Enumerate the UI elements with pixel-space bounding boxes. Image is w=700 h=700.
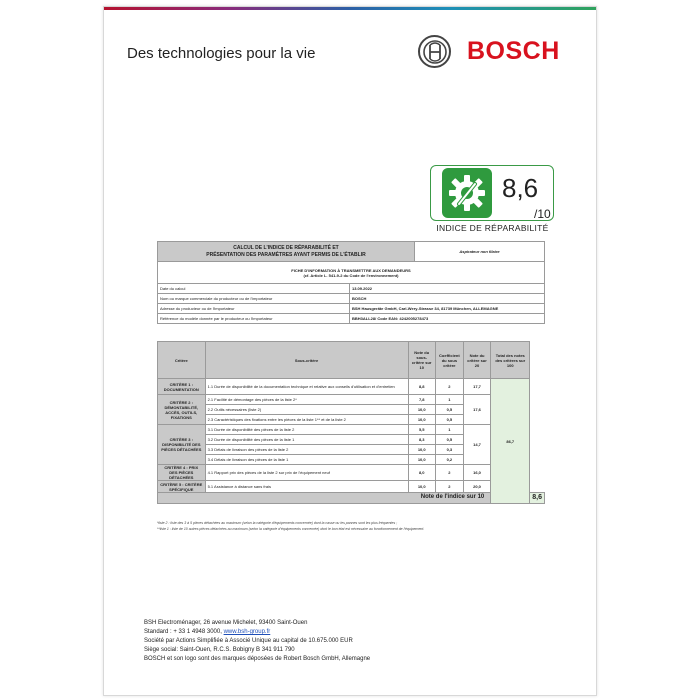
footer-registered-office: Siège social: Saint-Ouen, R.C.S. Bobigny B 341 911 790 (144, 647, 295, 653)
footnotes (157, 521, 557, 532)
subcriteria-coef: 1 (435, 395, 463, 405)
col-score: Note du sous-critère sur 10 (408, 342, 435, 379)
criteria-score: 17,6 (463, 395, 490, 425)
footer-address: BSH Electroménager, 26 avenue Michelet, 93400 Saint-Ouen (144, 620, 308, 626)
criteria-label: CRITÈRE 3 : DISPONIBILITÉ DES PIÈCES DÉTACHÉES (158, 425, 206, 465)
subcriteria-score: 7,8 (408, 395, 435, 405)
info-key: Adresse du producteur ou de l'importateur (158, 304, 350, 314)
gear-wrench-icon (442, 168, 492, 218)
criteria-score: 14,7 (463, 425, 490, 465)
info-key: Nom ou marque commerciale du producteur ou de l'importateur (158, 294, 350, 304)
subcriteria-coef: 2 (435, 481, 463, 493)
subcriteria-coef: 0,5 (435, 405, 463, 415)
table-row (158, 481, 545, 493)
col-total: Total des notes des critères sur 100 (491, 342, 530, 379)
info-table-title: CALCUL DE L'INDICE DE RÉPARABILITÉ ET PRÉSENTATION DES PARAMÈTRES AYANT PERMIS DE L'ÉTABLIR (158, 242, 415, 262)
subcriteria-label: 2.3 Caractéristiques des fixations entre les pièces de la liste 1** et de la liste 2 (205, 415, 408, 425)
criteria-score: 20,0 (463, 481, 490, 493)
subcriteria-coef: 0,5 (435, 415, 463, 425)
table-row (158, 379, 545, 395)
info-table (157, 241, 545, 324)
col-criteria-score: Note du critère sur 20 (463, 342, 490, 379)
subcriteria-label: 4.1 Rapport prix des pièces de la liste 2 sur prix de l'équipement neuf (205, 465, 408, 481)
bosch-logo (418, 35, 560, 68)
subcriteria-score: 10,0 (408, 405, 435, 415)
criteria-label: CRITÈRE 1 : DOCUMENTATION (158, 379, 206, 395)
criteria-table (157, 341, 545, 504)
total-score: 86,7 (491, 379, 530, 504)
product-type: Aspirateur non filaire (415, 242, 545, 262)
company-footer (144, 619, 370, 664)
criteria-score: 17,7 (463, 379, 490, 395)
subcriteria-score: 10,0 (408, 415, 435, 425)
table-row (158, 284, 545, 294)
col-subcriteria: Sous-critère (205, 342, 408, 379)
subcriteria-label: 2.1 Facilité de démontage des pièces de la liste 2* (205, 395, 408, 405)
subcriteria-coef: 2 (435, 379, 463, 395)
bosch-armature-icon (418, 35, 451, 68)
footer-phone: Standard : + 33 1 4948 3000, (144, 629, 222, 635)
footer-trademark: BOSCH et son logo sont des marques déposées de Robert Bosch GmbH, Allemagne (144, 656, 371, 662)
brand-name: BOSCH (467, 37, 560, 65)
subcriteria-label: 3.3 Délais de livraison des pièces de la liste 2 (205, 445, 408, 455)
subcriteria-score: 8,8 (408, 379, 435, 395)
subcriteria-score: 8,3 (408, 435, 435, 445)
info-table-subtitle: FICHE D'INFORMATION À TRANSMETTRE AUX DEMANDEURS (cf. Article L. 541-9-2 du Code de l'environnement) (158, 262, 545, 284)
badge-score: 8,6 (502, 173, 539, 203)
col-criteria: Critère (158, 342, 206, 379)
criteria-label: CRITÈRE 4 : PRIX DES PIÈCES DÉTACHÉES (158, 465, 206, 481)
subcriteria-score: 10,0 (408, 481, 435, 493)
criteria-label: CRITÈRE 2 : DÉMONTABILITÉ, ACCÈS, OUTILS, FIXATIONS (158, 395, 206, 425)
info-value: BBH3ALL28/ Code EAN: 4242005278473 (350, 314, 545, 324)
footer-website-link[interactable]: www.bsh-group.fr (223, 629, 271, 635)
subcriteria-score: 5,5 (408, 425, 435, 435)
subcriteria-coef: 0,2 (435, 455, 463, 465)
table-row (158, 304, 545, 314)
footnote-list-2: *liste 2 : liste des 3 à 5 pièces détachées au maximum (selon la catégorie d'équipements concernée) dont la casse ou les pannes sont les plus fréquentes ; (157, 521, 398, 525)
info-value: 13.09.2022 (350, 284, 545, 294)
col-coefficient: Coefficient du sous critère (435, 342, 463, 379)
info-value: BOSCH (350, 294, 545, 304)
subcriteria-score: 10,0 (408, 455, 435, 465)
table-row (158, 294, 545, 304)
info-key: Date du calcul (158, 284, 350, 294)
table-row (158, 395, 545, 405)
badge-denominator: /10 (534, 207, 551, 221)
subcriteria-score: 10,0 (408, 445, 435, 455)
info-key: Référence du modèle donnée par le producteur ou l'importateur (158, 314, 350, 324)
footer-contact (144, 628, 370, 637)
final-row (158, 493, 545, 504)
info-value: BSH Hausgeräte GmbH, Carl-Wery-Strasse 34, 81739 München, ALLEMAGNE (350, 304, 545, 314)
table-row (158, 314, 545, 324)
tagline: Des technologies pour la vie (127, 45, 316, 62)
footer-legal-form: Société par Actions Simplifiée à Associé Unique au capital de 10.675.000 EUR (144, 638, 353, 644)
subcriteria-label: 3.1 Durée de disponibilité des pièces de la liste 2 (205, 425, 408, 435)
final-index-label: Note de l'indice sur 10 (158, 493, 491, 504)
final-index-value: 8,6 (530, 493, 545, 504)
criteria-label: CRITÈRE 5 : CRITÈRE SPÉCIFIQUE (158, 481, 206, 493)
subcriteria-label: 3.4 Délais de livraison des pièces de la liste 1 (205, 455, 408, 465)
badge-caption: INDICE DE RÉPARABILITÉ (436, 223, 549, 233)
subcriteria-coef: 0,5 (435, 435, 463, 445)
subcriteria-coef: 0,3 (435, 445, 463, 455)
subcriteria-score: 8,0 (408, 465, 435, 481)
document-page (103, 6, 597, 696)
subcriteria-coef: 1 (435, 425, 463, 435)
subcriteria-label: 5.1 Assistance à distance sans frais (205, 481, 408, 493)
brand-color-bar (104, 7, 596, 10)
criteria-score: 16,0 (463, 465, 490, 481)
subcriteria-label: 1.1 Durée de disponibilité de la documentation technique et relative aux conseils d'utilisation et d'entretien (205, 379, 408, 395)
subcriteria-label: 3.2 Durée de disponibilité des pièces de la liste 1 (205, 435, 408, 445)
repairability-badge (430, 165, 555, 235)
table-row (158, 465, 545, 481)
subcriteria-label: 2.2 Outils nécessaires (liste 2) (205, 405, 408, 415)
footnote-list-1: **liste 1 : liste de 10 autres pièces détachées au maximum (selon la catégorie d'équipements concernée) dont le bon état est nécessaire au fonctionnement de l'équipement. (157, 526, 425, 531)
table-row (158, 425, 545, 435)
subcriteria-coef: 2 (435, 465, 463, 481)
